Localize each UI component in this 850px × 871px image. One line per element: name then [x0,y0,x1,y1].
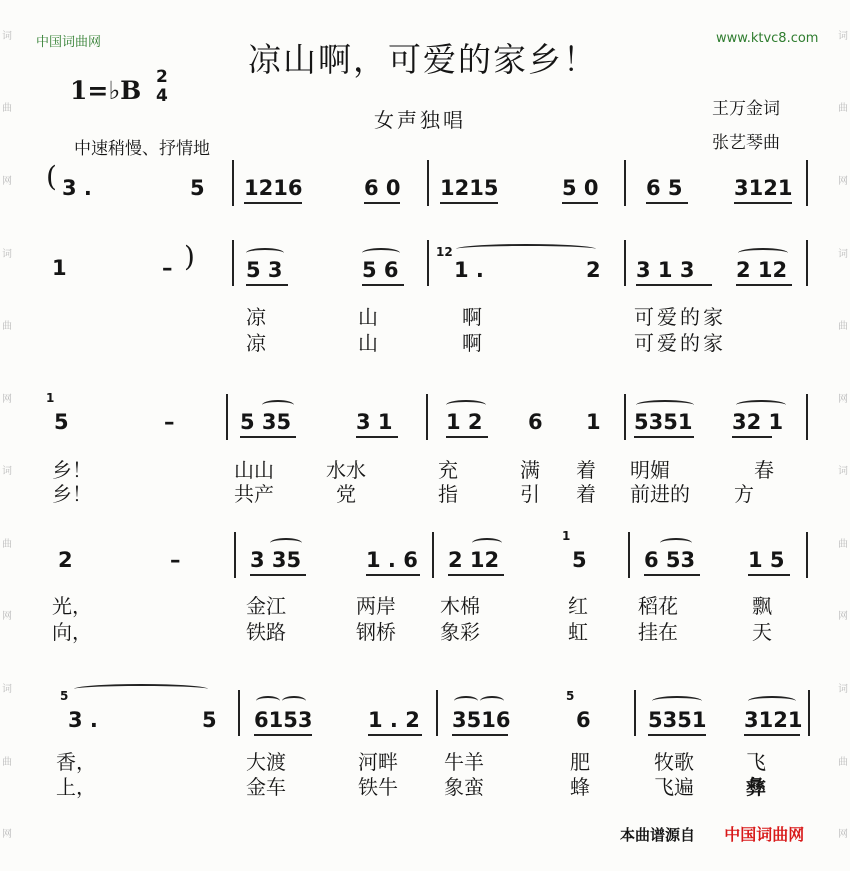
lyric: 牧歌 [654,750,694,774]
source-credit [620,822,804,845]
bar-line [232,160,234,206]
note: 1216 [244,176,303,200]
bar-line [436,690,438,736]
slur [660,538,692,548]
note: 2 12 [448,548,500,572]
lyric: 蜂 [570,775,590,799]
beam [646,202,688,204]
lyric: 充 [438,458,458,482]
bar-line [628,532,630,578]
beam [648,734,706,736]
note: – [170,548,181,572]
beam [254,734,312,736]
lyric: 山 [358,305,378,329]
lyric: 啊 [462,331,482,355]
note: 5 [190,176,205,200]
time-signature [156,68,168,106]
note: 3121 [744,708,803,732]
beam [744,734,800,736]
note: 1 . 6 [366,548,418,572]
beam [452,734,508,736]
note: 1 [52,256,67,280]
beam [244,202,302,204]
lyric: 着 [576,482,596,506]
note: 5 3 [246,258,283,282]
lyric: 共产 [234,482,274,506]
lyric: 向， [52,620,92,644]
lyric: 可爱的家 [634,305,726,329]
note: – [164,410,175,434]
note: 6153 [254,708,313,732]
beam [644,574,700,576]
lyric: 彝 [746,775,766,799]
beam [734,202,792,204]
slur [652,696,702,706]
slur [446,400,486,410]
note: 3 35 [250,548,302,572]
note: 32 1 [732,410,784,434]
side-watermark-right: 词 曲 网 词 曲 网 词 曲 网 词 曲 网 [838,30,848,841]
lyric: 大渡 [246,750,286,774]
lyric: 飘 [752,594,772,618]
bar-line [624,394,626,440]
watermark-site-name: 中国词曲网 [36,35,102,50]
lyric: 啊 [462,305,482,329]
slur [256,696,280,706]
lyric: 钢桥 [356,620,396,644]
bar-line [624,160,626,206]
slur [246,248,284,258]
beam [240,436,296,438]
bar-line [234,532,236,578]
beam [356,436,398,438]
grace-note: 12 [436,245,453,259]
beam [736,284,792,286]
composer-credit: 张艺琴曲 [712,133,780,153]
lyric: 天 [752,620,772,644]
source-site-link[interactable]: 中国词曲网 [724,825,805,844]
side-watermark-left: 词 曲 网 词 曲 网 词 曲 网 词 曲 网 [2,30,12,841]
lyric: 香， [56,750,96,774]
note: 1 . 2 [368,708,420,732]
lyric: 乡！ [52,458,92,482]
lyric: 前进的 [630,482,690,506]
note: 3516 [452,708,511,732]
bar-line [426,394,428,440]
lyric: 飞 [746,750,766,774]
bar-line [806,160,808,206]
watermark-site-url: www.ktvc8.com [716,31,819,46]
lyric: 铁路 [246,620,286,644]
lyric: 金车 [246,775,286,799]
lyric: 乡！ [52,482,92,506]
slur [454,696,478,706]
bar-line [808,690,810,736]
slur [282,696,306,706]
lyric: 河畔 [358,750,398,774]
lyric: 稻花 [638,594,678,618]
note: 3121 [734,176,793,200]
performance-type: 女声独唱 [374,108,466,132]
lyric: 引 [520,482,540,506]
note: 5351 [648,708,707,732]
note: 1 [586,410,601,434]
slur [262,400,294,410]
lyric: 两岸 [356,594,396,618]
note: 3 . [62,176,92,200]
beam [748,574,790,576]
slur [456,244,596,254]
grace-note: 1 [562,529,571,543]
tempo-marking: 中速稍慢、抒情地 [74,139,210,159]
lyric: 凉 [246,305,266,329]
lyric: 满 [520,458,540,482]
note: 1 5 [748,548,785,572]
beam [368,734,422,736]
lyric: 指 [438,482,458,506]
beam [732,436,772,438]
note: 1215 [440,176,499,200]
lyricist-credit: 王万金词 [712,99,780,119]
slur [738,248,788,258]
lyric: 牛羊 [444,750,484,774]
lyric: 肥 [570,750,590,774]
note: 1 2 [446,410,483,434]
note: 3 . [68,708,98,732]
note: 5 [54,410,69,434]
beam [446,436,488,438]
slur [74,684,208,694]
song-title: 凉山啊，可爱的家乡！ [248,40,598,79]
lyric: 山山 [234,458,274,482]
slur [636,400,694,410]
beam [636,284,712,286]
source-label: 本曲谱源自 [620,826,696,844]
bar-line [624,240,626,286]
lyric: 春 [754,458,774,482]
grace-note: 5 [60,689,69,703]
bar-line [232,240,234,286]
note: 6 5 [646,176,683,200]
slur [270,538,302,548]
note: 6 [576,708,591,732]
lyric: 挂在 [638,620,678,644]
lyric: 光， [52,594,92,618]
note: 5 35 [240,410,292,434]
lyric: 铁牛 [358,775,398,799]
note: 5 [572,548,587,572]
lyric: 红 [568,594,588,618]
note: 3 1 [356,410,393,434]
note: 3 1 3 [636,258,695,282]
bar-line [427,160,429,206]
beam [634,436,694,438]
note: 6 53 [644,548,696,572]
lyric: 着 [576,458,596,482]
slur [748,696,796,706]
beam [246,284,288,286]
note: 5 [202,708,217,732]
repeat-paren-close: ) [184,240,195,273]
lyric: 党 [336,482,356,506]
grace-note: 1 [46,391,55,405]
beam [562,202,598,204]
lyric: 方 [734,482,754,506]
lyric: 象彩 [440,620,480,644]
bar-line [806,532,808,578]
lyric: 山 [358,331,378,355]
bar-line [427,240,429,286]
time-signature-bottom: 4 [156,86,168,106]
lyric: 金江 [246,594,286,618]
key-signature: 1=♭B [70,76,142,105]
bar-line [806,394,808,440]
beam [362,284,404,286]
note: 6 0 [364,176,401,200]
beam [440,202,498,204]
repeat-paren-open: ( [46,160,57,193]
bar-line [432,532,434,578]
slur [472,538,502,548]
note: 6 [528,410,543,434]
note: 2 [58,548,73,572]
lyric: 可爱的家 [634,331,726,355]
note: 2 [586,258,601,282]
bar-line [806,240,808,286]
note: 1 . [454,258,484,282]
beam [364,202,400,204]
lyric: 上， [56,775,96,799]
note: – [162,256,173,280]
grace-note: 5 [566,689,575,703]
lyric: 水水 [326,458,366,482]
note: 5 0 [562,176,599,200]
slur [480,696,504,706]
beam [448,574,504,576]
slur [736,400,786,410]
bar-line [634,690,636,736]
lyric: 虹 [568,620,588,644]
lyric: 明媚 [630,458,670,482]
bar-line [226,394,228,440]
lyric: 凉 [246,331,266,355]
slur [362,248,400,258]
lyric: 木棉 [440,594,480,618]
beam [366,574,420,576]
bar-line [238,690,240,736]
lyric: 象蛮 [444,775,484,799]
time-signature-top: 2 [156,67,168,87]
beam [250,574,306,576]
note: 5 6 [362,258,399,282]
note: 2 12 [736,258,788,282]
note: 5351 [634,410,693,434]
lyric: 飞遍 [654,775,694,799]
